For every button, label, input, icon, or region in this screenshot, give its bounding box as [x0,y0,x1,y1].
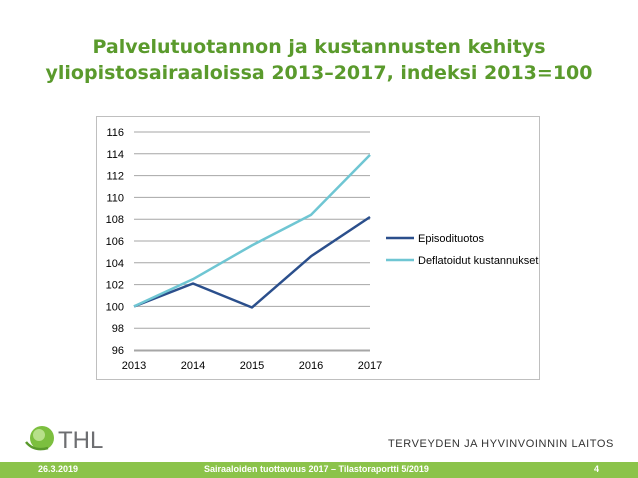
series-line-2 [134,155,370,307]
series-line-1 [134,217,370,307]
legend-label-2: Deflatoidut kustannukset [418,255,539,267]
y-tick-label: 98 [111,323,124,336]
x-tick-label: 2016 [298,360,324,372]
y-tick-label: 112 [106,170,124,183]
legend-label-1: Episodituotos [418,233,485,245]
logo-text: THL [58,427,104,454]
leaf-icon [26,426,54,450]
x-tick-label: 2017 [357,360,383,372]
title-line-1: Palvelutuotannon ja kustannusten kehitys [92,36,546,58]
y-tick-label: 96 [111,345,124,357]
footer-bar [0,462,638,478]
footer-date: 26.3.2019 [38,464,79,474]
x-tick-label: 2015 [239,360,265,372]
thl-logo [20,422,130,456]
y-tick-label: 114 [106,148,124,161]
footer-report: Sairaaloiden tuottavuus 2017 – Tilastoraportti 5/2019 [204,464,429,474]
y-tick-label: 108 [105,214,124,227]
y-tick-label: 102 [105,279,124,292]
x-tick-label: 2013 [121,360,147,372]
slide-title [0,34,638,86]
y-tick-label: 100 [105,301,124,314]
title-line-2: yliopistosairaaloissa 2013–2017, indeksi 2013=100 [45,62,593,84]
line-chart [96,116,540,380]
x-tick-label: 2014 [180,360,206,372]
organization-name: TERVEYDEN JA HYVINVOINNIN LAITOS [387,438,614,450]
footer-page-number: 4 [594,464,600,474]
y-tick-label: 116 [106,127,124,139]
y-tick-label: 110 [106,192,124,205]
y-tick-label: 106 [105,236,124,248]
y-tick-label: 104 [105,257,124,270]
